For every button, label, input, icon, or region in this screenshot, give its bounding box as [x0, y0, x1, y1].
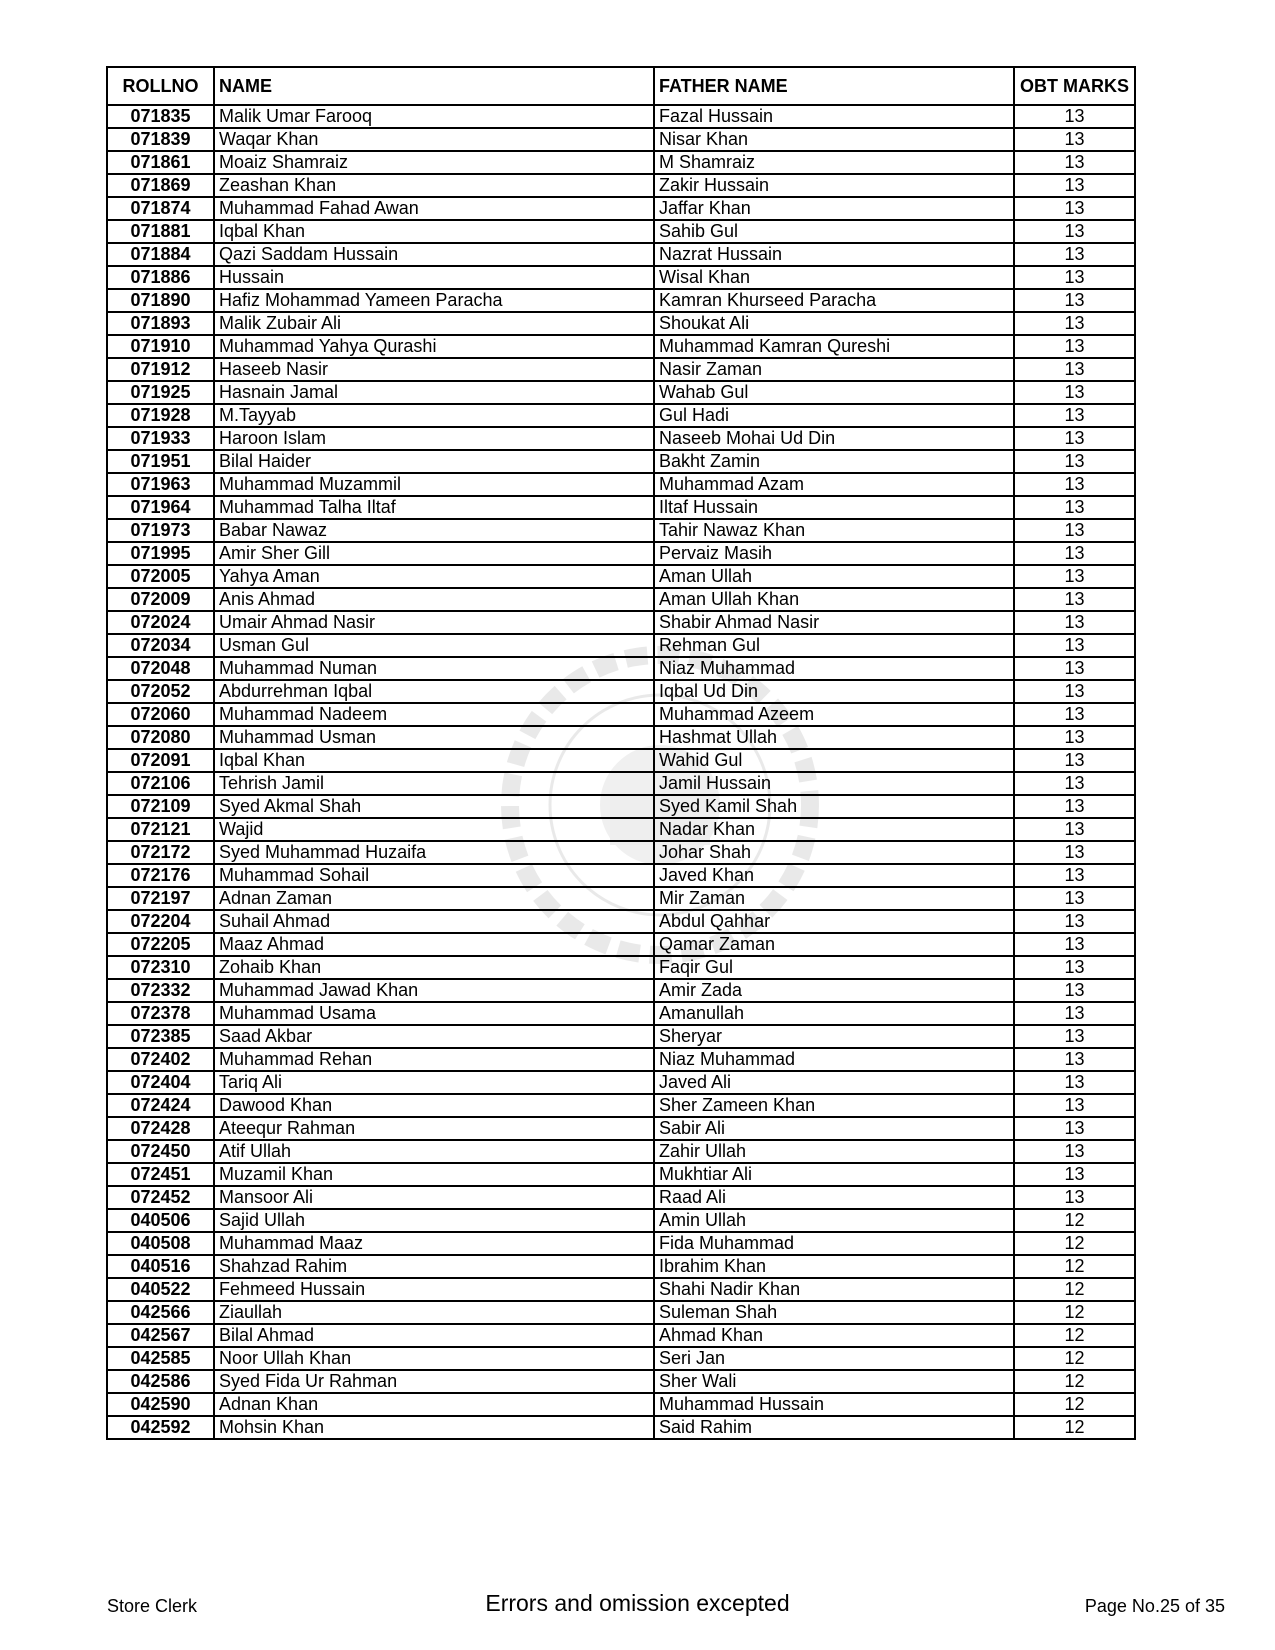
cell-rollno: 071890	[107, 289, 214, 312]
results-table	[106, 66, 1136, 1440]
cell-obt-marks: 13	[1014, 841, 1135, 864]
cell-father-name: Wahid Gul	[654, 749, 1014, 772]
cell-rollno: 072428	[107, 1117, 214, 1140]
cell-rollno: 040508	[107, 1232, 214, 1255]
table-row	[107, 381, 1135, 404]
cell-name: Dawood Khan	[214, 1094, 654, 1117]
cell-rollno: 071910	[107, 335, 214, 358]
table-row	[107, 1255, 1135, 1278]
cell-rollno: 071951	[107, 450, 214, 473]
table-row	[107, 243, 1135, 266]
cell-obt-marks: 13	[1014, 243, 1135, 266]
table-row	[107, 1324, 1135, 1347]
cell-name: Muhammad Nadeem	[214, 703, 654, 726]
cell-rollno: 071869	[107, 174, 214, 197]
cell-father-name: Sabir Ali	[654, 1117, 1014, 1140]
cell-father-name: Naseeb Mohai Ud Din	[654, 427, 1014, 450]
cell-rollno: 072197	[107, 887, 214, 910]
cell-obt-marks: 13	[1014, 703, 1135, 726]
cell-obt-marks: 13	[1014, 404, 1135, 427]
cell-name: Abdurrehman Iqbal	[214, 680, 654, 703]
cell-rollno: 072172	[107, 841, 214, 864]
cell-father-name: Nisar Khan	[654, 128, 1014, 151]
cell-name: Anis Ahmad	[214, 588, 654, 611]
cell-rollno: 071912	[107, 358, 214, 381]
footer-page-number: Page No.25 of 35	[1084, 1596, 1225, 1616]
header-obt-marks: OBT MARKS	[1014, 67, 1135, 105]
cell-name: Umair Ahmad Nasir	[214, 611, 654, 634]
cell-name: Malik Zubair Ali	[214, 312, 654, 335]
cell-obt-marks: 13	[1014, 1094, 1135, 1117]
cell-obt-marks: 12	[1014, 1347, 1135, 1370]
table-row	[107, 565, 1135, 588]
cell-name: Muhammad Jawad Khan	[214, 979, 654, 1002]
cell-rollno: 071884	[107, 243, 214, 266]
cell-rollno: 042566	[107, 1301, 214, 1324]
cell-father-name: Syed Kamil Shah	[654, 795, 1014, 818]
cell-obt-marks: 13	[1014, 312, 1135, 335]
cell-father-name: Iltaf Hussain	[654, 496, 1014, 519]
table-row	[107, 1163, 1135, 1186]
cell-rollno: 071933	[107, 427, 214, 450]
cell-father-name: Ahmad Khan	[654, 1324, 1014, 1347]
cell-name: Atif Ullah	[214, 1140, 654, 1163]
cell-rollno: 072404	[107, 1071, 214, 1094]
cell-name: Muhammad Usama	[214, 1002, 654, 1025]
table-row	[107, 1370, 1135, 1393]
table-row	[107, 657, 1135, 680]
cell-name: Zeashan Khan	[214, 174, 654, 197]
cell-obt-marks: 13	[1014, 220, 1135, 243]
cell-name: Bilal Ahmad	[214, 1324, 654, 1347]
cell-father-name: Shahi Nadir Khan	[654, 1278, 1014, 1301]
cell-obt-marks: 13	[1014, 956, 1135, 979]
cell-obt-marks: 13	[1014, 358, 1135, 381]
table-row	[107, 841, 1135, 864]
footer-store-clerk: Store Clerk	[107, 1596, 198, 1616]
table-row	[107, 749, 1135, 772]
cell-father-name: Niaz Muhammad	[654, 657, 1014, 680]
table-row	[107, 1140, 1135, 1163]
header-name: NAME	[214, 67, 654, 105]
table-header-row	[107, 67, 1135, 105]
cell-rollno: 072332	[107, 979, 214, 1002]
cell-father-name: Hashmat Ullah	[654, 726, 1014, 749]
cell-name: Shahzad Rahim	[214, 1255, 654, 1278]
cell-rollno: 072310	[107, 956, 214, 979]
cell-father-name: Mir Zaman	[654, 887, 1014, 910]
cell-name: M.Tayyab	[214, 404, 654, 427]
table-row	[107, 496, 1135, 519]
cell-name: Adnan Zaman	[214, 887, 654, 910]
table-row	[107, 864, 1135, 887]
cell-name: Wajid	[214, 818, 654, 841]
cell-name: Noor Ullah Khan	[214, 1347, 654, 1370]
cell-obt-marks: 12	[1014, 1370, 1135, 1393]
table-row	[107, 1025, 1135, 1048]
cell-father-name: Amin Ullah	[654, 1209, 1014, 1232]
table-row	[107, 979, 1135, 1002]
cell-father-name: Said Rahim	[654, 1416, 1014, 1439]
table-row	[107, 519, 1135, 542]
table-row	[107, 703, 1135, 726]
cell-father-name: Sheryar	[654, 1025, 1014, 1048]
cell-rollno: 071964	[107, 496, 214, 519]
cell-name: Iqbal Khan	[214, 220, 654, 243]
cell-obt-marks: 12	[1014, 1324, 1135, 1347]
cell-name: Hasnain Jamal	[214, 381, 654, 404]
cell-rollno: 042567	[107, 1324, 214, 1347]
cell-rollno: 071893	[107, 312, 214, 335]
table-row	[107, 1002, 1135, 1025]
cell-father-name: Muhammad Kamran Qureshi	[654, 335, 1014, 358]
table-row	[107, 289, 1135, 312]
cell-obt-marks: 12	[1014, 1393, 1135, 1416]
cell-rollno: 071881	[107, 220, 214, 243]
cell-name: Tariq Ali	[214, 1071, 654, 1094]
cell-rollno: 042586	[107, 1370, 214, 1393]
cell-father-name: Nasir Zaman	[654, 358, 1014, 381]
cell-obt-marks: 13	[1014, 1117, 1135, 1140]
cell-father-name: Jamil Hussain	[654, 772, 1014, 795]
cell-obt-marks: 13	[1014, 749, 1135, 772]
cell-father-name: Ibrahim Khan	[654, 1255, 1014, 1278]
cell-obt-marks: 13	[1014, 588, 1135, 611]
cell-obt-marks: 13	[1014, 289, 1135, 312]
cell-name: Bilal Haider	[214, 450, 654, 473]
cell-obt-marks: 13	[1014, 105, 1135, 128]
table-row	[107, 818, 1135, 841]
cell-obt-marks: 13	[1014, 611, 1135, 634]
cell-rollno: 071995	[107, 542, 214, 565]
cell-father-name: Abdul Qahhar	[654, 910, 1014, 933]
cell-obt-marks: 13	[1014, 473, 1135, 496]
cell-obt-marks: 13	[1014, 565, 1135, 588]
cell-name: Babar Nawaz	[214, 519, 654, 542]
cell-father-name: Muhammad Azam	[654, 473, 1014, 496]
cell-obt-marks: 13	[1014, 450, 1135, 473]
cell-rollno: 072424	[107, 1094, 214, 1117]
cell-name: Fehmeed Hussain	[214, 1278, 654, 1301]
cell-father-name: Nazrat Hussain	[654, 243, 1014, 266]
cell-rollno: 071886	[107, 266, 214, 289]
cell-name: Amir Sher Gill	[214, 542, 654, 565]
cell-obt-marks: 13	[1014, 266, 1135, 289]
table-row	[107, 358, 1135, 381]
cell-obt-marks: 13	[1014, 1025, 1135, 1048]
cell-rollno: 042592	[107, 1416, 214, 1439]
cell-father-name: Amanullah	[654, 1002, 1014, 1025]
cell-rollno: 040506	[107, 1209, 214, 1232]
cell-father-name: Nadar Khan	[654, 818, 1014, 841]
cell-obt-marks: 13	[1014, 726, 1135, 749]
table-row	[107, 611, 1135, 634]
cell-obt-marks: 13	[1014, 197, 1135, 220]
table-row	[107, 588, 1135, 611]
table-row	[107, 1393, 1135, 1416]
cell-father-name: Suleman Shah	[654, 1301, 1014, 1324]
cell-name: Qazi Saddam Hussain	[214, 243, 654, 266]
cell-father-name: Raad Ali	[654, 1186, 1014, 1209]
footer-errors-note: Errors and omission excepted	[485, 1590, 790, 1616]
cell-name: Muhammad Sohail	[214, 864, 654, 887]
cell-obt-marks: 13	[1014, 151, 1135, 174]
cell-father-name: Shabir Ahmad Nasir	[654, 611, 1014, 634]
cell-name: Usman Gul	[214, 634, 654, 657]
table-row	[107, 151, 1135, 174]
cell-name: Saad Akbar	[214, 1025, 654, 1048]
cell-rollno: 042585	[107, 1347, 214, 1370]
cell-obt-marks: 13	[1014, 128, 1135, 151]
cell-rollno: 072048	[107, 657, 214, 680]
table-row	[107, 680, 1135, 703]
table-row	[107, 1094, 1135, 1117]
cell-name: Syed Fida Ur Rahman	[214, 1370, 654, 1393]
table-row	[107, 1071, 1135, 1094]
table-row	[107, 634, 1135, 657]
cell-name: Haseeb Nasir	[214, 358, 654, 381]
table-row	[107, 910, 1135, 933]
cell-father-name: Bakht Zamin	[654, 450, 1014, 473]
cell-obt-marks: 13	[1014, 1186, 1135, 1209]
cell-obt-marks: 13	[1014, 1002, 1135, 1025]
cell-father-name: Aman Ullah Khan	[654, 588, 1014, 611]
cell-father-name: Zahir Ullah	[654, 1140, 1014, 1163]
cell-obt-marks: 13	[1014, 542, 1135, 565]
cell-obt-marks: 13	[1014, 174, 1135, 197]
cell-name: Haroon Islam	[214, 427, 654, 450]
cell-father-name: Qamar Zaman	[654, 933, 1014, 956]
table-row	[107, 197, 1135, 220]
cell-father-name: Gul Hadi	[654, 404, 1014, 427]
table-row	[107, 1209, 1135, 1232]
cell-father-name: Sahib Gul	[654, 220, 1014, 243]
cell-obt-marks: 13	[1014, 864, 1135, 887]
cell-rollno: 072034	[107, 634, 214, 657]
cell-obt-marks: 13	[1014, 818, 1135, 841]
header-father-name: FATHER NAME	[654, 67, 1014, 105]
cell-rollno: 072109	[107, 795, 214, 818]
cell-rollno: 071973	[107, 519, 214, 542]
cell-rollno: 072378	[107, 1002, 214, 1025]
cell-rollno: 072052	[107, 680, 214, 703]
cell-obt-marks: 13	[1014, 427, 1135, 450]
cell-rollno: 072024	[107, 611, 214, 634]
cell-obt-marks: 13	[1014, 1140, 1135, 1163]
table-row	[107, 726, 1135, 749]
cell-obt-marks: 12	[1014, 1301, 1135, 1324]
table-row	[107, 266, 1135, 289]
cell-rollno: 071861	[107, 151, 214, 174]
cell-father-name: Pervaiz Masih	[654, 542, 1014, 565]
table-row	[107, 220, 1135, 243]
cell-father-name: Seri Jan	[654, 1347, 1014, 1370]
cell-name: Muzamil Khan	[214, 1163, 654, 1186]
table-row	[107, 312, 1135, 335]
cell-rollno: 072204	[107, 910, 214, 933]
cell-obt-marks: 12	[1014, 1416, 1135, 1439]
cell-rollno: 071963	[107, 473, 214, 496]
cell-rollno: 072450	[107, 1140, 214, 1163]
cell-father-name: Wisal Khan	[654, 266, 1014, 289]
cell-father-name: Muhammad Azeem	[654, 703, 1014, 726]
cell-rollno: 071925	[107, 381, 214, 404]
cell-rollno: 072060	[107, 703, 214, 726]
cell-rollno: 040522	[107, 1278, 214, 1301]
cell-name: Mohsin Khan	[214, 1416, 654, 1439]
cell-rollno: 040516	[107, 1255, 214, 1278]
cell-obt-marks: 13	[1014, 634, 1135, 657]
cell-rollno: 072009	[107, 588, 214, 611]
cell-name: Muhammad Usman	[214, 726, 654, 749]
cell-name: Muhammad Numan	[214, 657, 654, 680]
cell-father-name: Shoukat Ali	[654, 312, 1014, 335]
table-row	[107, 128, 1135, 151]
cell-father-name: Aman Ullah	[654, 565, 1014, 588]
table-row	[107, 105, 1135, 128]
cell-name: Mansoor Ali	[214, 1186, 654, 1209]
cell-name: Muhammad Talha Iltaf	[214, 496, 654, 519]
cell-obt-marks: 13	[1014, 496, 1135, 519]
cell-father-name: Jaffar Khan	[654, 197, 1014, 220]
cell-rollno: 072176	[107, 864, 214, 887]
cell-father-name: Fazal Hussain	[654, 105, 1014, 128]
cell-name: Tehrish Jamil	[214, 772, 654, 795]
cell-name: Hussain	[214, 266, 654, 289]
cell-father-name: Tahir Nawaz Khan	[654, 519, 1014, 542]
cell-name: Waqar Khan	[214, 128, 654, 151]
cell-obt-marks: 13	[1014, 657, 1135, 680]
cell-obt-marks: 12	[1014, 1232, 1135, 1255]
cell-name: Yahya Aman	[214, 565, 654, 588]
cell-father-name: Faqir Gul	[654, 956, 1014, 979]
table-row	[107, 1416, 1135, 1439]
cell-name: Muhammad Rehan	[214, 1048, 654, 1071]
cell-rollno: 071928	[107, 404, 214, 427]
cell-father-name: Zakir Hussain	[654, 174, 1014, 197]
cell-obt-marks: 13	[1014, 335, 1135, 358]
cell-rollno: 071874	[107, 197, 214, 220]
cell-name: Muhammad Yahya Qurashi	[214, 335, 654, 358]
cell-father-name: Fida Muhammad	[654, 1232, 1014, 1255]
cell-father-name: M Shamraiz	[654, 151, 1014, 174]
table-row	[107, 1232, 1135, 1255]
cell-father-name: Rehman Gul	[654, 634, 1014, 657]
cell-name: Ateequr Rahman	[214, 1117, 654, 1140]
table-row	[107, 473, 1135, 496]
cell-rollno: 072452	[107, 1186, 214, 1209]
table-row	[107, 1301, 1135, 1324]
cell-rollno: 072385	[107, 1025, 214, 1048]
cell-name: Adnan Khan	[214, 1393, 654, 1416]
table-row	[107, 1117, 1135, 1140]
cell-rollno: 072451	[107, 1163, 214, 1186]
table-row	[107, 174, 1135, 197]
table-row	[107, 427, 1135, 450]
cell-father-name: Javed Ali	[654, 1071, 1014, 1094]
table-row	[107, 1048, 1135, 1071]
cell-rollno: 072080	[107, 726, 214, 749]
cell-rollno: 072121	[107, 818, 214, 841]
cell-father-name: Johar Shah	[654, 841, 1014, 864]
cell-name: Muhammad Muzammil	[214, 473, 654, 496]
cell-obt-marks: 12	[1014, 1209, 1135, 1232]
cell-obt-marks: 12	[1014, 1255, 1135, 1278]
cell-rollno: 071839	[107, 128, 214, 151]
cell-name: Muhammad Maaz	[214, 1232, 654, 1255]
cell-obt-marks: 13	[1014, 887, 1135, 910]
table-row	[107, 772, 1135, 795]
cell-name: Syed Akmal Shah	[214, 795, 654, 818]
cell-name: Hafiz Mohammad Yameen Paracha	[214, 289, 654, 312]
table-row	[107, 404, 1135, 427]
header-rollno: ROLLNO	[107, 67, 214, 105]
cell-obt-marks: 13	[1014, 933, 1135, 956]
cell-rollno: 072205	[107, 933, 214, 956]
cell-rollno: 072106	[107, 772, 214, 795]
cell-father-name: Javed Khan	[654, 864, 1014, 887]
cell-obt-marks: 13	[1014, 910, 1135, 933]
cell-obt-marks: 13	[1014, 772, 1135, 795]
table-row	[107, 1278, 1135, 1301]
cell-name: Moaiz Shamraiz	[214, 151, 654, 174]
table-row	[107, 887, 1135, 910]
cell-obt-marks: 12	[1014, 1278, 1135, 1301]
cell-rollno: 072091	[107, 749, 214, 772]
cell-obt-marks: 13	[1014, 979, 1135, 1002]
table-row	[107, 335, 1135, 358]
table-row	[107, 1186, 1135, 1209]
cell-father-name: Sher Wali	[654, 1370, 1014, 1393]
table-row	[107, 795, 1135, 818]
cell-obt-marks: 13	[1014, 381, 1135, 404]
cell-father-name: Kamran Khurseed Paracha	[654, 289, 1014, 312]
cell-name: Iqbal Khan	[214, 749, 654, 772]
cell-obt-marks: 13	[1014, 1163, 1135, 1186]
cell-father-name: Niaz Muhammad	[654, 1048, 1014, 1071]
cell-rollno: 072005	[107, 565, 214, 588]
cell-name: Suhail Ahmad	[214, 910, 654, 933]
table-row	[107, 956, 1135, 979]
cell-rollno: 071835	[107, 105, 214, 128]
cell-name: Malik Umar Farooq	[214, 105, 654, 128]
cell-name: Muhammad Fahad Awan	[214, 197, 654, 220]
cell-obt-marks: 13	[1014, 1071, 1135, 1094]
table-row	[107, 933, 1135, 956]
cell-father-name: Muhammad Hussain	[654, 1393, 1014, 1416]
cell-name: Zohaib Khan	[214, 956, 654, 979]
cell-rollno: 042590	[107, 1393, 214, 1416]
table-row	[107, 1347, 1135, 1370]
cell-father-name: Mukhtiar Ali	[654, 1163, 1014, 1186]
cell-obt-marks: 13	[1014, 1048, 1135, 1071]
table-row	[107, 450, 1135, 473]
cell-father-name: Sher Zameen Khan	[654, 1094, 1014, 1117]
cell-name: Ziaullah	[214, 1301, 654, 1324]
cell-name: Syed Muhammad Huzaifa	[214, 841, 654, 864]
cell-obt-marks: 13	[1014, 519, 1135, 542]
cell-name: Maaz Ahmad	[214, 933, 654, 956]
cell-rollno: 072402	[107, 1048, 214, 1071]
cell-obt-marks: 13	[1014, 795, 1135, 818]
cell-father-name: Wahab Gul	[654, 381, 1014, 404]
table-row	[107, 542, 1135, 565]
cell-father-name: Iqbal Ud Din	[654, 680, 1014, 703]
cell-name: Sajid Ullah	[214, 1209, 654, 1232]
cell-father-name: Amir Zada	[654, 979, 1014, 1002]
cell-obt-marks: 13	[1014, 680, 1135, 703]
